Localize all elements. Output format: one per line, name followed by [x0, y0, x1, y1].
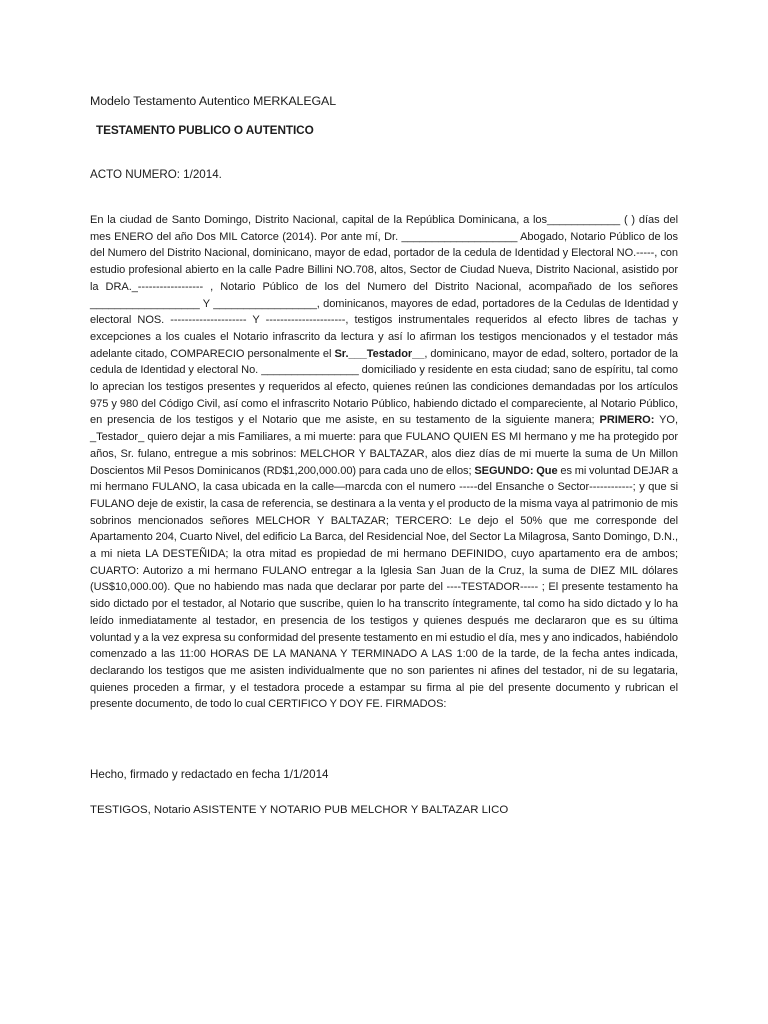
witnesses-line: TESTIGOS, Notario ASISTENTE Y NOTARIO PUB MELCHOR Y BALTAZAR LICO [90, 804, 509, 816]
body-segment: YO, _Testador_ quiero dejar a mis Familiares, a mi muerte: para que FULANO QUIEN ES MI hermano y me ha protegido por años, Sr. fulano, entregue a mis sobrinos: MELCHOR Y BALTAZAR, alos diez días de mi muerte la suma de Un Millon Doscientos Mil Pesos Dominicanos (RD$1,200,000.00) para cada uno de ellos; [90, 414, 678, 477]
body-segment: , dominicano, mayor de edad, soltero, portador de la cedula de Identidad y electoral No. ________________ domiciliado y residente en esta ciudad; sano de espíritu, tal como lo aprecian los testigos presentes y requeridos al efecto, quienes reúnen las condiciones demandadas por los artículos 975 y 980 del Código Civil, así como el infrascrito Notario Público, habiendo dictado el compareciente, al Notario Público, en presencia de los testigos y el Notario que me asiste, en su testamento de la siguiente manera; [90, 347, 678, 427]
document-subtitle: TESTAMENTO PUBLICO O AUTENTICO [96, 123, 314, 137]
body-segment-bold: SEGUNDO: Que [474, 464, 558, 477]
body-segment: En la ciudad de Santo Domingo, Distrito Nacional, capital de la República Dominicana, a los____________ ( ) días del mes ENERO del año Dos MIL Catorce (2014). Por ante mí, Dr. ___________________ Abogado, Notario Público de los del Numero del Distrito Nacional, dominicano, mayor de edad, portador de la cedula de Identidad y Electoral NO.-----, con estudio profesional abierto en la calle Padre Billini NO.708, altos, Sector de Ciudad Nueva, Distrito Nacional, asistido por la DRA._------------------ , Notario Público de los del Numero del Distrito Nacional, acompañado de los señores __________________ Y _________________, dominicanos, mayores de edad, portadores de la Cedulas de Identidad y electoral NOS. --------------------- Y ----------------------, testigos instrumentales requeridos al efecto libres de tachas y excepciones a los cuales el Notario infrascrito da lectura y así lo afirman los testigos mencionados y el testador más adelante citado, COMPARECIO personalmente el [90, 214, 678, 360]
body-segment: es mi voluntad DEJAR a mi hermano FULANO, la casa ubicada en la calle—marcda con el numero -----del Ensanche o Sector------------; y que si FULANO deje de existir, la casa de referencia, se destinara a la venta y el producto de la misma vaya al patrimonio de mis sobrinos mencionados señores MELCHOR Y BALTAZAR; TERCERO: Le dejo el 50% que me corresponde del Apartamento 204, Cuarto Nivel, del edificio La Barca, del Residencial Noe, del Sector La Milagrosa, Santo Domingo, D.N., a mi nieta LA DESTEÑIDA; la otra mitad es propiedad de mi hermano DEFINIDO, cuyo apartamento era de ambos; CUARTO: Autorizo a mi hermano FULANO entregar a la Iglesia San Juan de la Cruz, la suma de DIEZ MIL dólares (US$10,000.00). Que no habiendo mas nada que declarar por parte del ----TESTADOR----- ; El presente testamento ha sido dictado por el testador, al Notario que suscribe, quien lo ha transcrito íntegramente, tal como ha sido dictado y lo ha leído inmediatamente al testador, en presencia de los testigos y quienes después me declararon que es su última voluntad y a la vez expresa su conformidad del presente testamento en mi estudio el día, mes y ano indicados, habiéndolo comenzado a las 11:00 HORAS DE LA MANANA Y TERMINADO A LAS 1:00 de la tarde, de la fecha antes indicada, declarando los testigos que me asisten individualmente que no son parientes ni afines del testador, ni de su legataria, quienes proceden a firmar, y el testadora procede a estampar su firma al pie del presente documento y rubrican el presente documento, de todo lo cual CERTIFICO Y DOY FE. FIRMADOS: [90, 464, 678, 711]
testament-body [90, 212, 678, 713]
body-segment-bold: PRIMERO: [599, 414, 655, 427]
document-title: Modelo Testamento Autentico MERKALEGAL [90, 94, 336, 108]
body-segment-bold: Sr.___Testador__ [334, 347, 425, 360]
act-number: ACTO NUMERO: 1/2014. [90, 168, 222, 181]
closing-line: Hecho, firmado y redactado en fecha 1/1/2014 [90, 768, 329, 781]
